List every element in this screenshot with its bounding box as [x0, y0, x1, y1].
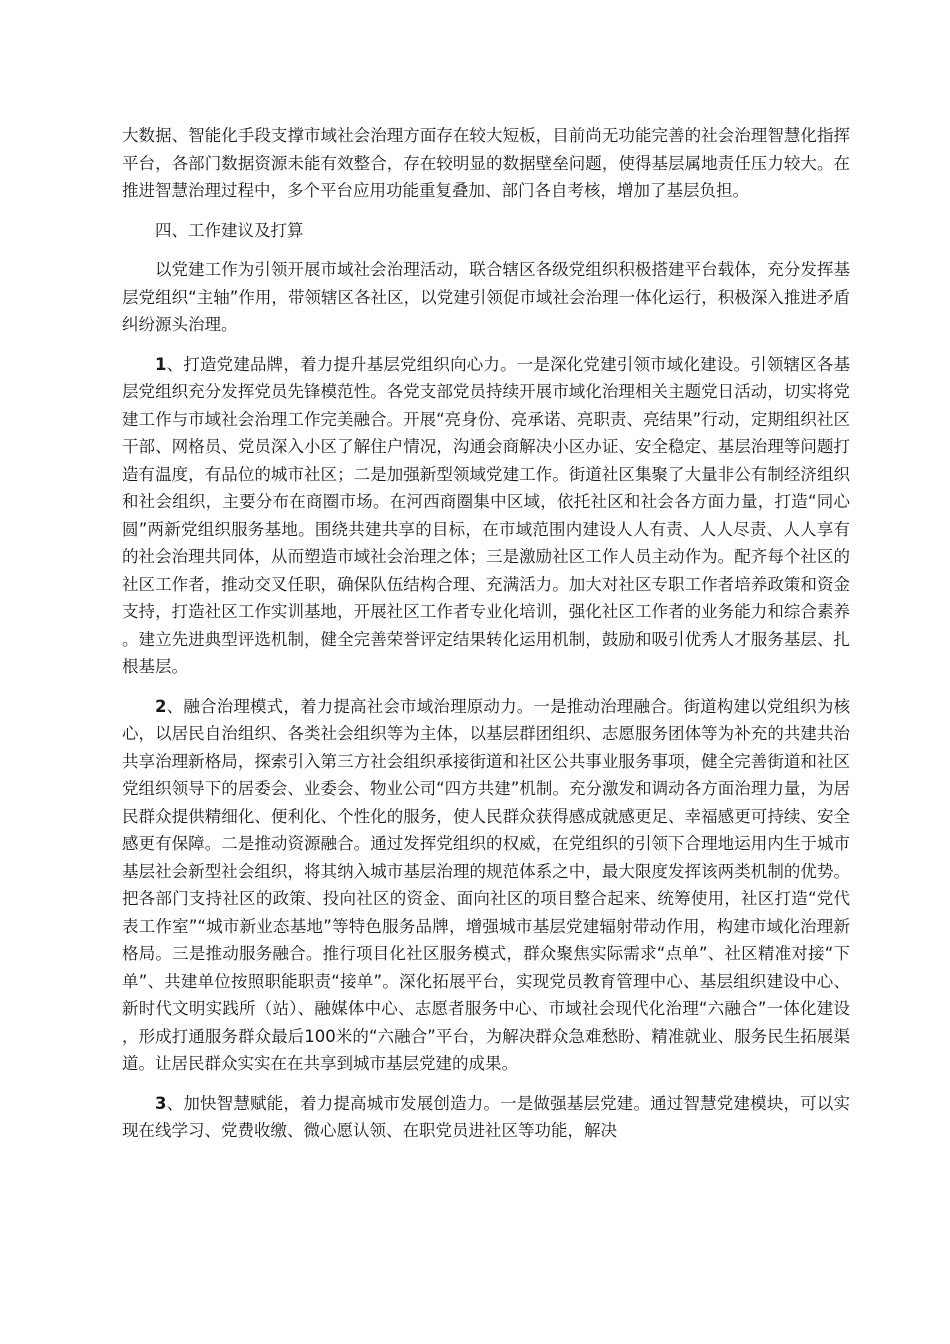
item-number: 3 [155, 1093, 167, 1113]
paragraph-text: 、加快智慧赋能，着力提高城市发展创造力。一是做强基层党建。通过智慧党建模块，可以实现在线学习、党费收缴、微心愿认领、在职党员进社区等功能，解决 [122, 1093, 850, 1140]
paragraph-item-3 [122, 1090, 850, 1145]
paragraph-text: 大数据、智能化手段支撑市域社会治理方面存在较大短板，目前尚无功能完善的社会治理智慧化指挥平台，各部门数据资源未能有效整合，存在较明显的数据壁垒问题，使得基层属地责任压力较大。在推进智慧治理过程中，多个平台应用功能重复叠加、部门各自考核，增加了基层负担。 [122, 126, 850, 200]
item-number: 2 [155, 696, 167, 716]
paragraph-item-1 [122, 351, 850, 681]
item-number: 1 [155, 354, 167, 374]
paragraph-text: 、打造党建品牌，着力提升基层党组织向心力。一是深化党建引领市域化建设。引领辖区各基层党组织充分发挥党员先锋模范性。各党支部党员持续开展市域化治理相关主题党日活动，切实将党建工作与市域社会治理工作完美融合。开展“亮身份、亮承诺、亮职责、亮结果”行动，定期组织社区干部、网格员、党员深入小区了解住户情况，沟通会商解决小区办证、安全稳定、基层治理等问题打造有温度，有品位的城市社区；二是加强新型领域党建工作。街道社区集聚了大量非公有制经济组织和社会组织，主要分布在商圈市场。在河西商圈集中区域，依托社区和社会各方面力量，打造“同心圆”两新党组织服务基地。围绕共建共享的目标，在市域范围内建设人人有责、人人尽责、人人享有的社会治理共同体，从而塑造市域社会治理之体；三是激励社区工作人员主动作为。配齐每个社区的社区工作者，推动交叉任职，确保队伍结构合理、充满活力。加大对社区专职工作者培养政策和资金支持，打造社区工作实训基地，开展社区工作者专业化培训，强化社区工作者的业务能力和综合素养。建立先进典型评选机制，健全完善荣誉评定结果转化运用机制，鼓励和吸引优秀人才服务基层、扎根基层。 [122, 354, 850, 676]
paragraph-intro-continued [122, 122, 850, 205]
section-heading-text: 四、工作建议及打算 [155, 220, 304, 240]
paragraph-item-2 [122, 693, 850, 1078]
paragraph-overview [122, 256, 850, 339]
section-heading [122, 217, 850, 245]
paragraph-text: 、融合治理模式，着力提高社会市域治理原动力。一是推动治理融合。街道构建以党组织为核心，以居民自治组织、各类社会组织等为主体，以基层群团组织、志愿服务团体等为补充的共建共治共享治理新格局，探索引入第三方社会组织承接街道和社区公共事业服务事项，健全完善街道和社区党组织领导下的居委会、业委会、物业公司“四方共建”机制。充分激发和调动各方面治理力量，为居民群众提供精细化、便利化、个性化的服务，使人民群众获得感成就感更足、幸福感更可持续、安全感更有保障。二是推动资源融合。通过发挥党组织的权威，在党组织的引领下合理地运用内生于城市基层社会新型社会组织，将其纳入城市基层治理的规范体系之中，最大限度发挥该两类机制的优势。把各部门支持社区的政策、投向社区的资金、面向社区的项目整合起来、统筹使用，社区打造“党代表工作室”“城市新业态基地”等特色服务品牌，增强城市基层党建辐射带动作用，构建市域化治理新格局。三是推动服务融合。推行项目化社区服务模式，群众聚焦实际需求“点单”、社区精准对接“下单”、共建单位按照职能职责“接单”。深化拓展平台，实现党员教育管理中心、基层组织建设中心、新时代文明实践所（站）、融媒体中心、志愿者服务中心、市域社会现代化治理“六融合”一体化建设，形成打通服务群众最后100米的“六融合”平台，为解决群众急难愁盼、精准就业、服务民生拓展渠道。让居民群众实实在在共享到城市基层党建的成果。 [122, 696, 850, 1073]
document-page [122, 122, 850, 1145]
paragraph-text: 以党建工作为引领开展市域社会治理活动，联合辖区各级党组织积极搭建平台载体，充分发挥基层党组织“主轴”作用，带领辖区各社区，以党建引领促市域社会治理一体化运行，积极深入推进矛盾纠纷源头治理。 [122, 260, 850, 334]
